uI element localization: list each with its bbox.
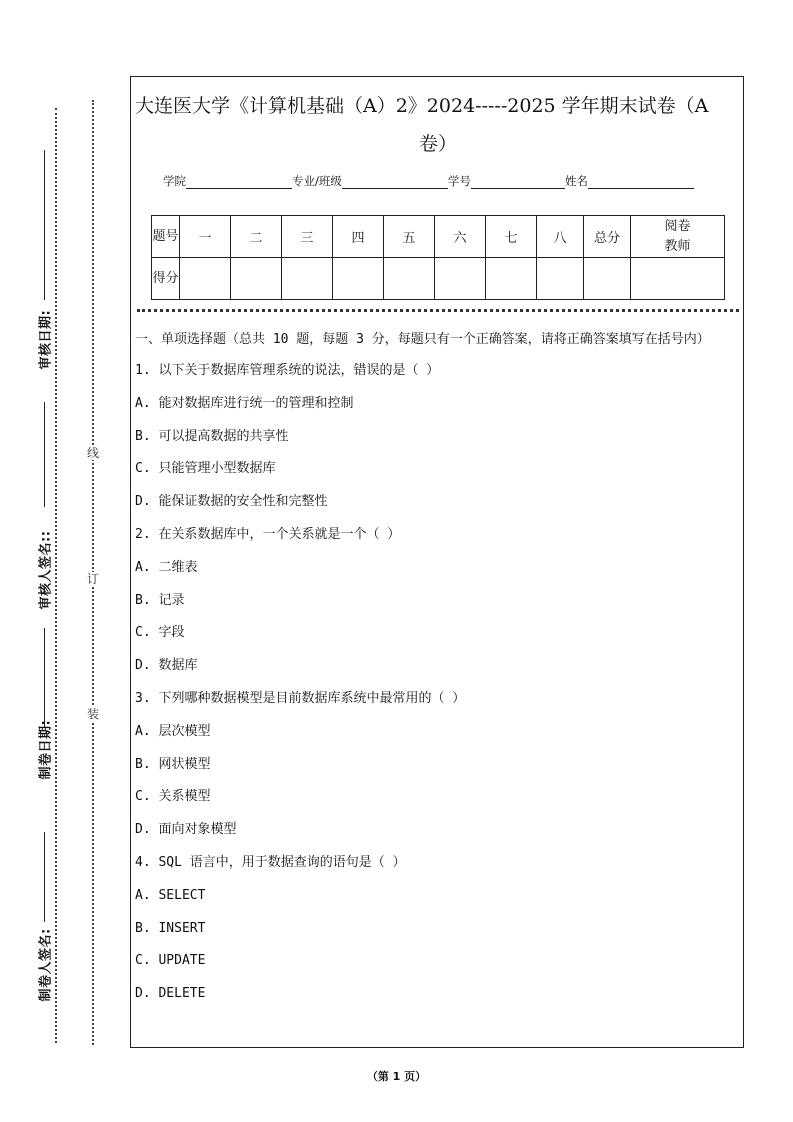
question-option[interactable]: B. INSERT (135, 920, 206, 936)
major-class-label: 专业/班级 (292, 174, 342, 188)
question-option[interactable]: B. 记录 (135, 592, 185, 608)
score-col-8: 八 (537, 216, 584, 258)
audit-date-underline (44, 150, 45, 300)
score-col-grader: 阅卷教师 (631, 216, 725, 258)
score-cell-3[interactable] (282, 258, 333, 300)
exam-title (135, 87, 741, 163)
exam-title-line2: 卷） (418, 133, 457, 155)
score-cell-1[interactable] (180, 258, 231, 300)
exam-content (135, 329, 737, 1017)
score-col-total: 总分 (584, 216, 631, 258)
bind-word-zhuang: 装 (86, 707, 99, 721)
college-label: 学院 (163, 174, 186, 188)
score-cell-7[interactable] (486, 258, 537, 300)
question-option[interactable]: C. 字段 (135, 625, 185, 641)
score-col-6: 六 (435, 216, 486, 258)
score-col-4: 四 (333, 216, 384, 258)
score-table-score-row (152, 258, 725, 300)
page-number: （第 1 页） (366, 1070, 427, 1083)
make-date-label: 制卷日期: (38, 719, 54, 780)
margin-dotted-line-left (55, 108, 57, 1043)
score-cell-total[interactable] (584, 258, 631, 300)
question-option[interactable]: C. UPDATE (135, 953, 206, 969)
score-cell-grader[interactable] (631, 258, 725, 300)
score-col-5: 五 (384, 216, 435, 258)
name-field[interactable] (588, 176, 694, 189)
score-table-header-label: 题号 (152, 216, 180, 258)
score-col-3: 三 (282, 216, 333, 258)
section-1-title: 一、单项选择题（总共 10 题，每题 3 分，每题只有一个正确答案，请将正确答案填写在括号内） (135, 332, 710, 347)
score-col-7: 七 (486, 216, 537, 258)
name-label: 姓名 (564, 174, 588, 188)
question-option[interactable]: B. 可以提高数据的共享性 (135, 428, 289, 444)
score-table (151, 215, 725, 300)
question-list (135, 361, 737, 1004)
question-option[interactable]: D. DELETE (135, 986, 206, 1002)
score-cell-6[interactable] (435, 258, 486, 300)
exam-title-line1: 大连医大学《计算机基础（A）2》2024-----2025 学年期末试卷（A (135, 95, 709, 117)
question-stem: 2. 在关系数据库中，一个关系就是一个（ ） (135, 526, 401, 542)
score-cell-4[interactable] (333, 258, 384, 300)
student-id-field[interactable] (471, 176, 565, 189)
question-option[interactable]: D. 能保证数据的安全性和完整性 (135, 494, 328, 510)
student-info-row (163, 173, 694, 189)
question-option[interactable]: D. 面向对象模型 (135, 822, 237, 838)
exam-frame (130, 76, 744, 1048)
score-row-label: 得分 (152, 258, 180, 300)
major-class-field[interactable] (342, 176, 448, 189)
question-stem: 1. 以下关于数据库管理系统的说法，错误的是（ ） (135, 363, 440, 378)
question-option[interactable]: B. 网状模型 (135, 756, 211, 772)
score-cell-5[interactable] (384, 258, 435, 300)
college-field[interactable] (186, 176, 292, 189)
question-option[interactable]: D. 数据库 (135, 658, 198, 674)
question-stem: 4. SQL 语言中，用于数据查询的语句是（ ） (135, 854, 406, 870)
score-cell-2[interactable] (231, 258, 282, 300)
auditor-sign-underline (44, 402, 45, 507)
score-col-1: 一 (180, 216, 231, 258)
score-table-header-row (152, 216, 725, 258)
maker-sign-label: 制卷人签名: (38, 928, 54, 1002)
question-option[interactable]: A. 二维表 (135, 559, 198, 575)
question-option[interactable]: A. 能对数据库进行统一的管理和控制 (135, 395, 354, 411)
question-option[interactable]: C. 关系模型 (135, 789, 211, 805)
question-option[interactable]: A. 层次模型 (135, 723, 211, 739)
auditor-sign-label: 审核人签名:: (38, 530, 54, 610)
audit-date-label: 审核日期: (38, 309, 54, 370)
score-cell-8[interactable] (537, 258, 584, 300)
score-col-2: 二 (231, 216, 282, 258)
cut-line-divider (137, 309, 739, 312)
student-id-label: 学号 (447, 174, 471, 188)
question-option[interactable]: A. SELECT (135, 887, 206, 903)
bind-word-ding: 订 (86, 572, 99, 586)
question-stem: 3. 下列哪种数据模型是目前数据库系统中最常用的（ ） (135, 690, 466, 706)
question-option[interactable]: C. 只能管理小型数据库 (135, 461, 276, 477)
bind-word-xian: 线 (86, 446, 99, 460)
